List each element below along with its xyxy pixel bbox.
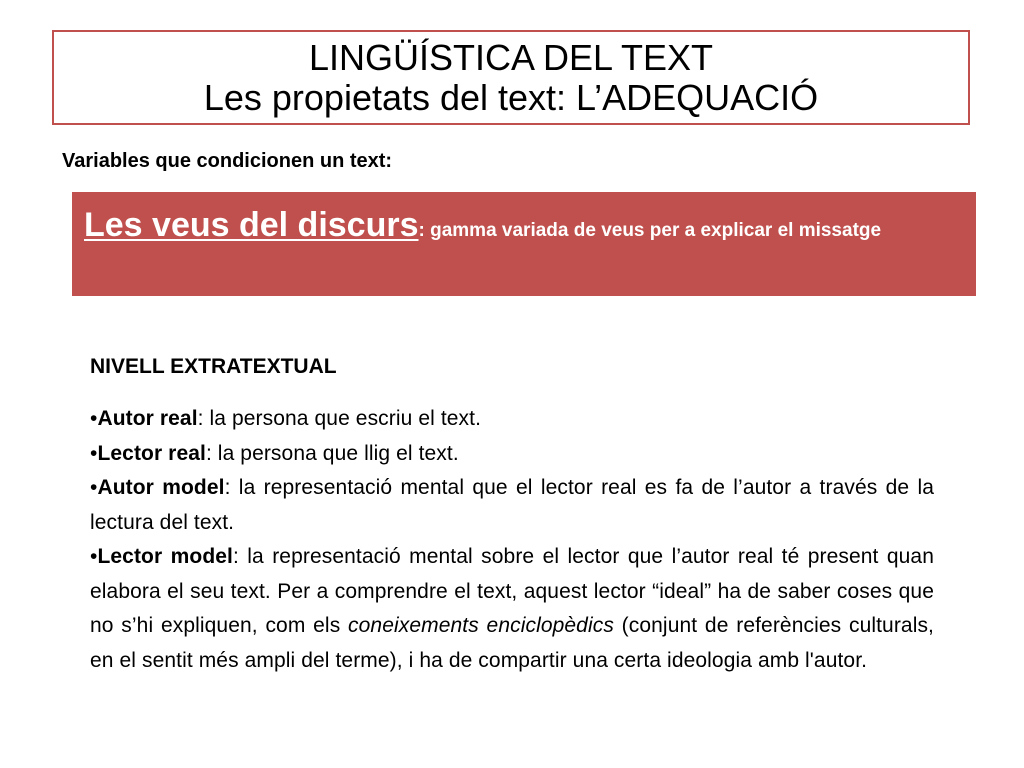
term: Autor real [97,407,198,430]
definition-text: : la persona que escriu el text. [197,407,481,430]
bullet: • [90,476,98,499]
title-line-2: Les propietats del text: L’ADEQUACIÓ [203,76,819,118]
definition-item-lector-real [90,437,934,472]
bullet: • [90,545,98,568]
bullet: • [90,407,98,430]
definition-list [90,402,934,678]
section-heading: NIVELL EXTRATEXTUAL [90,355,337,378]
term: Lector model [97,545,233,568]
banner [72,192,976,296]
bullet: • [90,441,98,465]
banner-rest: : gamma variada de veus per a explicar el missatge [418,220,882,241]
title-line-1: LINGÜÍSTICA DEL TEXT [308,36,714,78]
definition-item-lector-model [90,540,934,678]
definition-item-autor-model [90,471,934,540]
definition-text: : la persona que llig el text. [205,441,459,465]
definition-item-autor-real [90,402,934,437]
definition-text: : la representació mental que el lector real es fa de l’autor a través de la lectura del text. [90,476,935,534]
italic-term: coneixements enciclopèdics [348,614,614,637]
banner-main: Les veus del discurs [84,206,419,244]
subheading: Variables que condicionen un text: [62,150,393,172]
term: Lector real [97,441,206,465]
title-box [52,30,970,125]
term: Autor model [97,476,225,499]
definition-text-end: (conjunt de referències culturals, en el sentit més ampli del terme), i ha de compartir una certa ideologia amb l'autor. [90,614,934,672]
content [90,352,934,678]
definition-text: : la representació mental sobre el lector que l’autor real té present quan elabora el seu text. Per a comprendre el text, aquest lector “ideal” ha de saber coses que no s’hi expliquen, com els [90,545,934,637]
